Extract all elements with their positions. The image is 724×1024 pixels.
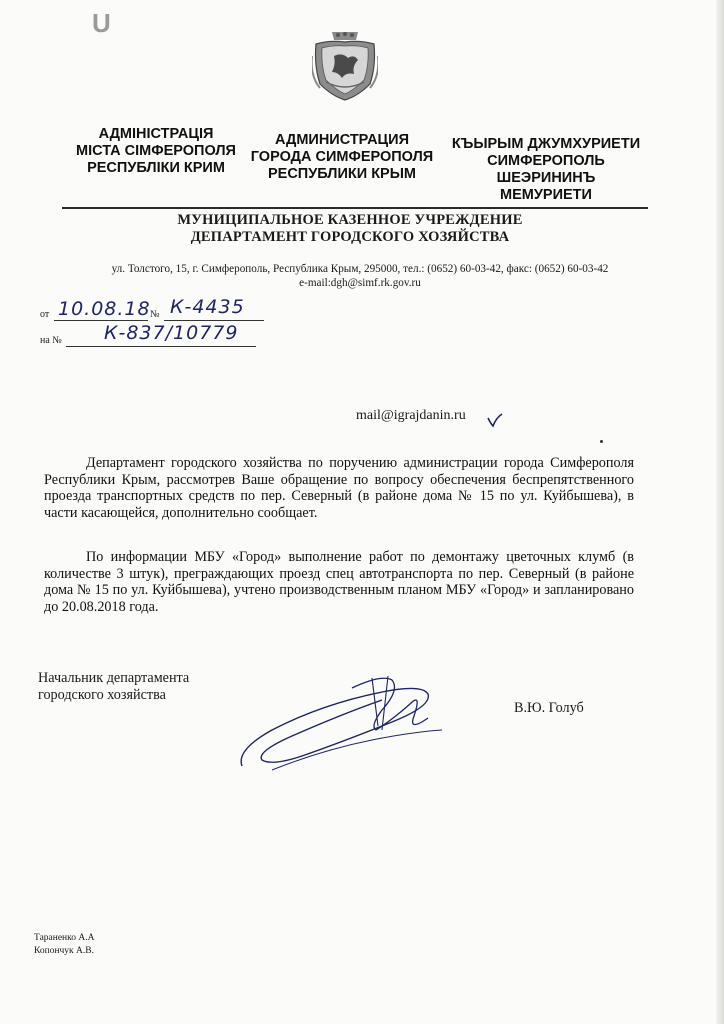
reply-label: на №	[40, 335, 62, 346]
signatory-name: В.Ю. Голуб	[514, 700, 584, 716]
header-line: МЕМУРИЕТИ	[500, 187, 592, 203]
from-label: от	[40, 309, 50, 320]
department-line-2: ДЕПАРТАМЕНТ ГОРОДСКОГО ХОЗЯЙСТВА	[190, 229, 510, 245]
header-line: МІСТА СІМФЕРОПОЛЯ	[76, 143, 236, 159]
handwritten-date: 10.08.18	[58, 298, 151, 320]
title-line-2: городского хозяйства	[38, 687, 166, 703]
executors-block	[34, 932, 95, 958]
header-line: ГОРОДА СИМФЕРОПОЛЯ	[250, 149, 434, 165]
crest-of-crimea-emblem	[312, 26, 378, 104]
header-divider	[62, 207, 648, 209]
handwritten-signature	[232, 670, 462, 780]
number-line	[164, 320, 264, 321]
header-line: АДМІНІСТРАЦІЯ	[98, 126, 214, 142]
paragraph-text: Департамент городского хозяйства по поручению администрации города Симферополя Республики Крым, рассмотрев Ваше обращение по вопросу обеспечения беспрепятственного проезда транспортных средств по пер. Северный (в районе дома № 15 по ул. Куйбышева), в части касающейся, дополнительно сообщает.	[44, 455, 634, 521]
title-line-1: Начальник департамента	[38, 670, 190, 686]
department-name	[130, 212, 570, 246]
header-line: РЕСПУБЛІКИ КРИМ	[87, 160, 225, 176]
header-ukrainian	[56, 126, 256, 177]
email-line: e-mail:dgh@simf.rk.gov.ru	[299, 277, 421, 289]
paragraph-text: По информации МБУ «Город» выполнение работ по демонтажу цветочных клумб (в количестве 3 штук), преграждающих проезд спец автотранспорта по пер. Северный (в районе дома № 15 по ул. Куйбышева), учтено производственным планом МБУ «Город» и запланировано до 20.08.2018 года.	[44, 549, 634, 615]
header-line: КЪЫРЫМ ДЖУМХУРИЕТИ	[451, 136, 641, 152]
department-line-1: МУНИЦИПАЛЬНОЕ КАЗЕННОЕ УЧРЕЖДЕНИЕ	[177, 212, 523, 228]
handwritten-outgoing-number: К-4435	[170, 296, 245, 318]
scan-edge-shadow	[716, 0, 724, 1024]
corner-mark: U	[92, 8, 111, 38]
handwritten-incoming-number: К-837/10779	[104, 322, 239, 344]
header-line: ШЕЭРИНИНЪ	[496, 170, 596, 186]
signatory-title	[38, 670, 189, 704]
recipient-email: mail@igrajdanin.ru	[356, 408, 466, 423]
address-line: ул. Толстого, 15, г. Симферополь, Республика Крым, 295000, тел.: (0652) 60-03-42, факс: (0652) 60-03-42	[111, 263, 609, 275]
ink-dot	[600, 440, 603, 443]
header-line: РЕСПУБЛИКИ КРЫМ	[267, 166, 416, 182]
handwritten-checkmark-icon	[486, 412, 504, 428]
date-line	[54, 320, 148, 321]
executor-name: Копончук А.В.	[34, 946, 94, 956]
executor-name: Тараненко А.А	[34, 933, 95, 943]
body-paragraph-2	[44, 549, 634, 615]
header-line: АДМИНИСТРАЦИЯ	[274, 132, 409, 148]
number-label: №	[150, 309, 160, 320]
contact-block	[40, 262, 680, 290]
body-paragraph-1	[44, 455, 634, 521]
header-line: СИМФЕРОПОЛЬ	[487, 153, 605, 169]
reply-line	[66, 346, 256, 347]
registration-block	[40, 296, 280, 360]
header-crimean-tatar	[436, 136, 656, 204]
header-russian	[238, 132, 446, 183]
